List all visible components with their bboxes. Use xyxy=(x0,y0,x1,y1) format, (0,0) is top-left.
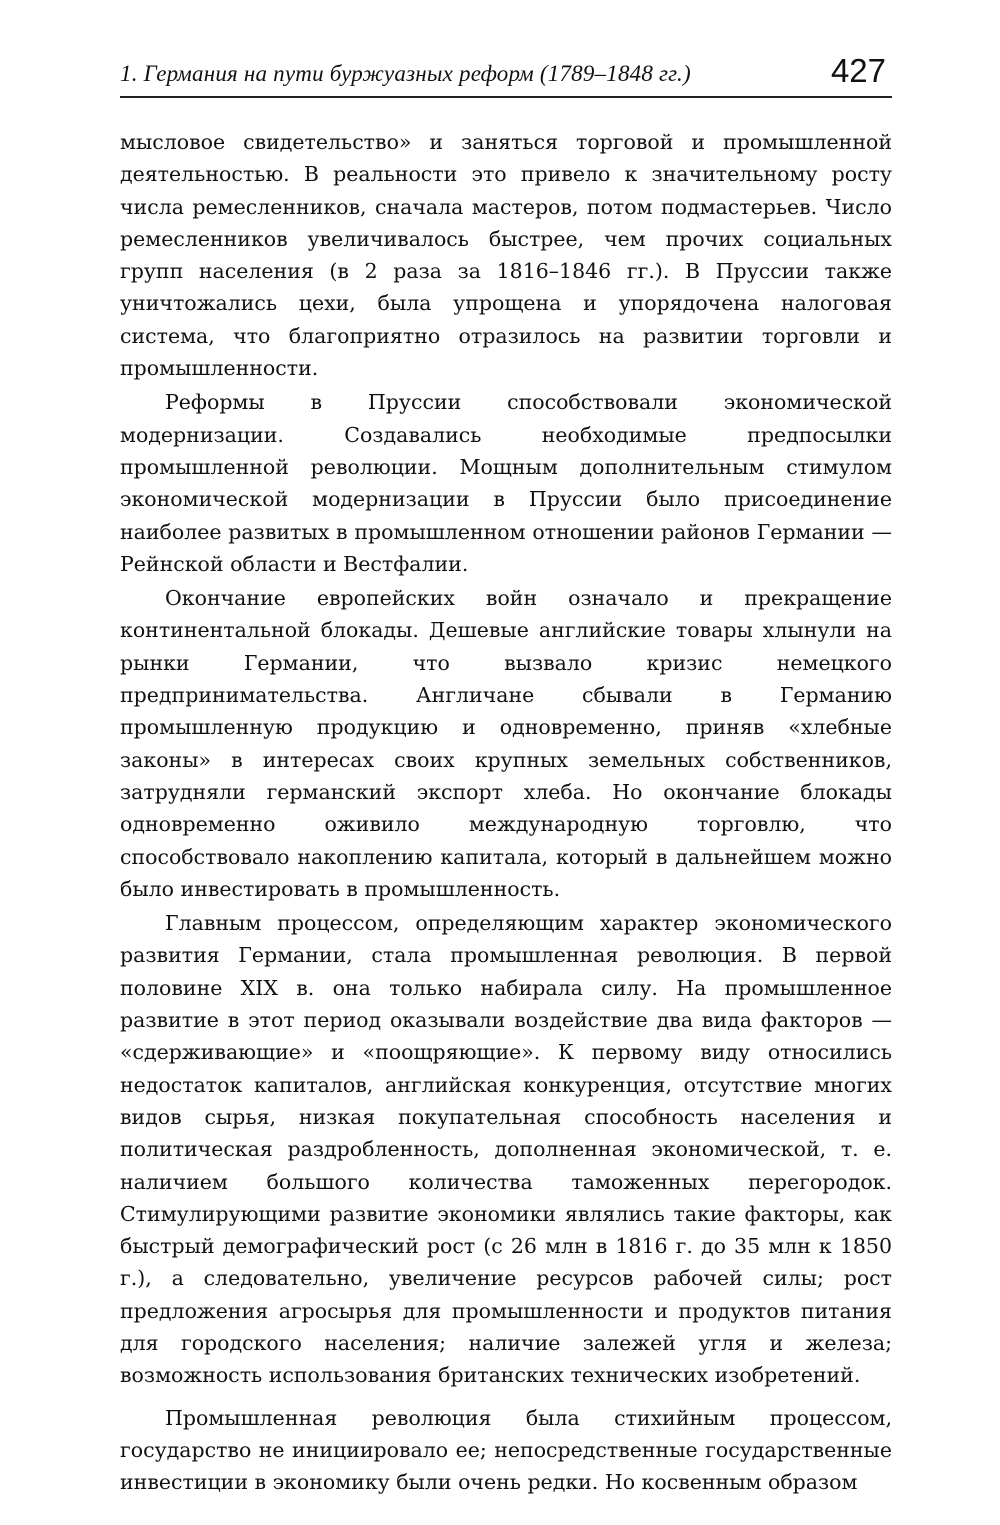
running-title: 1. Германия на пути буржуазных реформ (1789–1848 гг.) xyxy=(120,61,691,86)
paragraph-4: Главным процессом, определяющим характер экономического развития Германии, стала промышленная революция. В первой половине XIX в. она только набирала силу. На промышленное развитие в этот период оказывали воздействие два вида факторов — «сдерживающие» и «поощряющие». К первому виду относились недостаток капиталов, английская конкуренция, отсутствие многих видов сырья, низкая покупательная способность населения и политическая раздробленность, дополненная экономической, т. е. наличием большого количества таможенных перегородок. Стимулирующими развитие экономики являлись такие факторы, как быстрый демографический рост (с 26 млн в 1816 г. до 35 млн к 1850 г.), а следовательно, увеличение ресурсов рабочей силы; рост предложения агросырья для промышленности и продуктов питания для городского населения; наличие залежей угля и железа; возможность использования британских технических изобретений. xyxy=(120,911,892,1388)
paragraph-1: мысловое свидетельство» и заняться торговой и промышленной деятельностью. В реальности это привело к значительному росту числа ремесленников, сначала мастеров, потом подмастерьев. Число ремесленников увеличивалось быстрее, чем прочих социальных групп населения (в 2 раза за 1816–1846 гг.). В Пруссии также уничтожались цехи, была упрощена и упорядочена налоговая система, что благоприятно отразилось на развитии торговли и промышленности. xyxy=(120,130,892,381)
paragraph-5: Промышленная революция была стихийным процессом, государство не инициировало ее; непосредственные государственные инвестиции в экономику были очень редки. Но косвенным образом xyxy=(120,1405,892,1495)
paragraph-2: Реформы в Пруссии способствовали экономической модернизации. Создавались необходимые предпосылки промышленной революции. Мощным дополнительным стимулом экономической модернизации в Пруссии было присоединение наиболее развитых в промышленном отношении районов Германии — Рейнской области и Вестфалии. xyxy=(120,390,892,576)
body-text xyxy=(120,126,892,1498)
running-head xyxy=(120,52,892,98)
paragraph-3: Окончание европейских войн означало и прекращение континентальной блокады. Дешевые английские товары хлынули на рынки Германии, что вызвало кризис немецкого предпринимательства. Англичане сбывали в Германию промышленную продукцию и одновременно, приняв «хлебные законы» в интересах своих крупных земельных собственников, затрудняли германский экспорт хлеба. Но окончание блокады одновременно оживило международную торговлю, что способствовало накоплению капитала, который в дальнейшем можно было инвестировать в промышленность. xyxy=(120,586,892,901)
page-number: 427 xyxy=(830,52,886,89)
